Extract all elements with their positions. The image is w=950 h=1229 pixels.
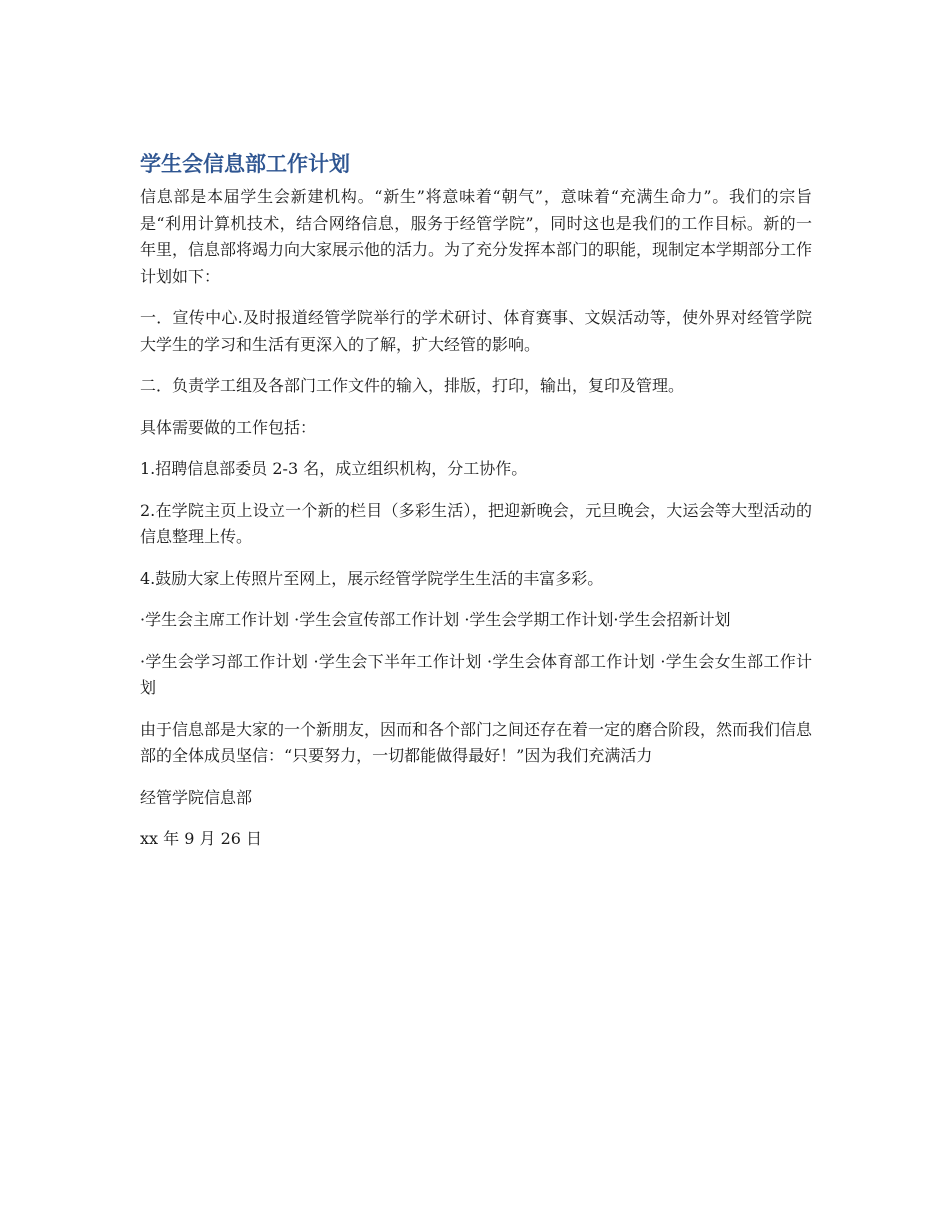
task-4-paragraph: 4.鼓励大家上传照片至网上，展示经管学院学生生活的丰富多彩。 xyxy=(140,568,604,588)
tasks-heading-paragraph: 具体需要做的工作包括： xyxy=(140,417,317,437)
document-title: 学生会信息部工作计划 xyxy=(140,152,350,176)
signature-date: xx 年 9 月 26 日 xyxy=(140,829,263,848)
closing-paragraph: 由于信息部是大家的一个新朋友，因而和各个部门之间还存在着一定的磨合阶段，然而我们信息部的全体成员坚信：“只要努力，一切都能做得最好！”因为我们充满活力 xyxy=(140,719,813,765)
signature-department: 经管学院信息部 xyxy=(140,787,253,807)
item-one-paragraph: 一．宣传中心.及时报道经管学院举行的学术研讨、体育赛事、文娱活动等，使外界对经管学院大学生的学习和生活有更深入的了解，扩大经管的影响。 xyxy=(140,308,812,354)
related-links-line-1: ·学生会主席工作计划 ·学生会宣传部工作计划 ·学生会学期工作计划·学生会招新计划 xyxy=(140,610,731,629)
document-page xyxy=(140,150,812,868)
item-two-paragraph: 二．负责学工组及各部门工作文件的输入，排版，打印，输出，复印及管理。 xyxy=(140,376,685,395)
related-links-line-2: ·学生会学习部工作计划 ·学生会下半年工作计划 ·学生会体育部工作计划 ·学生会女生部工作计划 xyxy=(140,651,812,697)
task-1-paragraph: 1.招聘信息部委员 2-3 名，成立组织机构，分工协作。 xyxy=(140,459,528,478)
task-2-paragraph: 2.在学院主页上设立一个新的栏目（多彩生活），把迎新晚会，元旦晚会，大运会等大型活动的信息整理上传。 xyxy=(140,500,812,546)
intro-paragraph: 信息部是本届学生会新建机构。“新生”将意味着“朝气”，意味着“充满生命力”。我们的宗旨是“利用计算机技术，结合网络信息，服务于经管学院”，同时这也是我们的工作目标。新的一年里，信息部将竭力向大家展示他的活力。为了充分发挥本部门的职能，现制定本学期部分工作计划如下： xyxy=(140,187,813,286)
